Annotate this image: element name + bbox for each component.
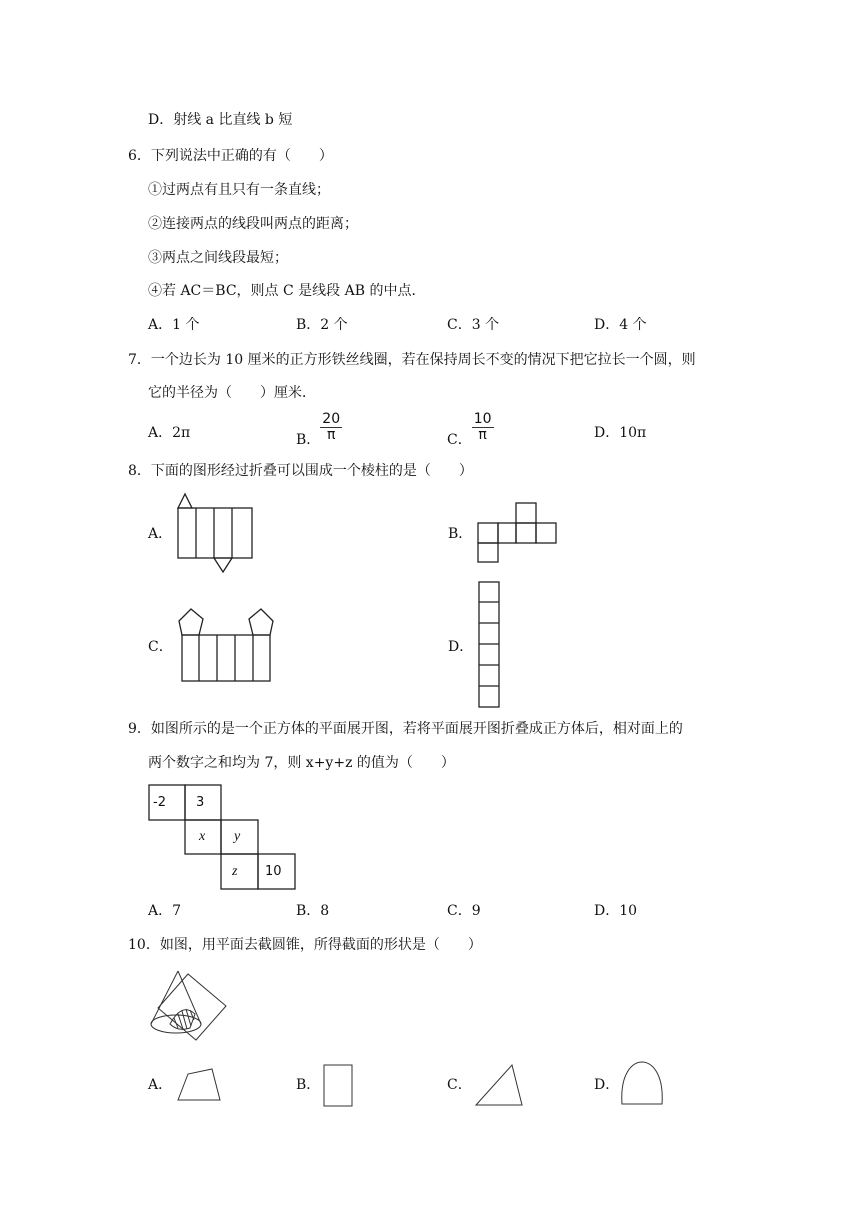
q7-option-b-label: B． [296,431,321,448]
net-b-square [478,523,498,543]
q10-option-a: A． [148,1077,173,1093]
triangle-shape [476,1065,522,1105]
q8-figure-a [176,492,256,576]
q7-option-d: D．10π [594,425,647,441]
net-cell-label: z [232,864,238,879]
q9-option-a: A．7 [148,903,182,919]
q7-option-a: A．2π [148,425,191,441]
q6-option-d: D．4 个 [594,317,647,333]
q6-statement-2: ②连接两点的线段叫两点的距离； [148,216,358,232]
trapezoid-shape [178,1069,220,1100]
fraction-numerator: 10 [473,411,492,427]
q5-option-d: D．射线 a 比直线 b 短 [148,112,293,128]
q6-option-c: C．3 个 [447,317,500,333]
q10-figure-a-trapezoid [174,1066,224,1104]
q10-figure-d-parabola [618,1060,668,1108]
q10-figure-c-triangle [472,1062,526,1108]
fraction-denominator: π [478,427,487,443]
q6-statement-1: ①过两点有且只有一条直线； [148,182,330,198]
q9-option-d: D．10 [594,903,638,919]
q6-statement-4: ④若 AC＝BC，则点 C 是线段 AB 的中点． [148,283,426,299]
q7-option-b [296,411,342,448]
q7-option-c-fraction [472,412,494,443]
hatch-line [182,1011,187,1029]
q6-option-b: B．2 个 [296,317,348,333]
q8-figure-c [176,605,276,683]
q10-option-b: B． [296,1077,321,1093]
net-b-square [516,503,536,523]
q6-statement-3: ③两点之间线段最短； [148,250,288,266]
q10-stem: 10．如图，用平面去截圆锥，所得截面的形状是（ ） [128,937,482,953]
net-a-top-triangle [178,494,192,508]
fraction-numerator: 20 [322,411,341,427]
q7-option-c-label: C． [447,431,472,448]
cutting-plane [158,974,226,1040]
q10-figure-b-rectangle [320,1062,356,1110]
parabola-shape [622,1062,662,1104]
q9-stem-line1: 9．如图所示的是一个正方体的平面展开图，若将平面展开图折叠成正方体后，相对面上的 [128,721,683,737]
q8-option-b: B． [448,526,473,542]
q8-figure-b [476,502,560,564]
q10-cone-figure [148,968,232,1044]
q8-figure-d [476,580,504,710]
q6-option-a: A．1 个 [148,317,200,333]
hatch-line [174,1018,178,1028]
q10-option-c: C． [447,1077,472,1093]
q10-option-d: D． [594,1077,620,1093]
q8-option-d: D． [448,639,474,655]
q6-stem: 6．下列说法中正确的有（ ） [128,148,333,164]
net-cell [221,854,258,889]
q9-cube-net [148,784,298,892]
q7-option-c [447,411,494,448]
net-b-square [536,523,556,543]
q8-option-a: A． [148,526,173,542]
q7-stem-line1: 7．一个边长为 10 厘米的正方形铁丝线圈，若在保持周长不变的情况下把它拉长一个圆，则 [128,352,696,368]
q7-option-b-fraction [320,412,342,443]
rectangle-shape [324,1065,352,1106]
net-c-body [182,635,270,681]
net-a-bottom-triangle [214,558,232,572]
net-cell-label: x [199,829,206,844]
q8-stem: 8．下面的图形经过折叠可以围成一个棱柱的是（ ） [128,463,473,479]
net-c-right-pentagon [249,609,273,635]
net-c-left-pentagon [179,609,203,635]
net-cell-label: 3 [196,795,205,810]
net-cell-label: 10 [265,864,282,879]
net-cell-label: y [234,829,241,844]
q7-stem-line2: 它的半径为（ ）厘米． [148,385,316,401]
q8-option-c: C． [148,639,173,655]
q9-option-b: B．8 [296,903,330,919]
q9-option-c: C．9 [447,903,481,919]
q9-stem-line2: 两个数字之和均为 7，则 x+y+z 的值为（ ） [148,755,455,771]
net-b-square [478,543,498,562]
net-b-square [498,523,516,543]
net-b-square [516,523,536,543]
net-a-body [178,508,252,558]
net-cell-label: -2 [153,795,166,810]
fraction-denominator: π [326,427,336,443]
